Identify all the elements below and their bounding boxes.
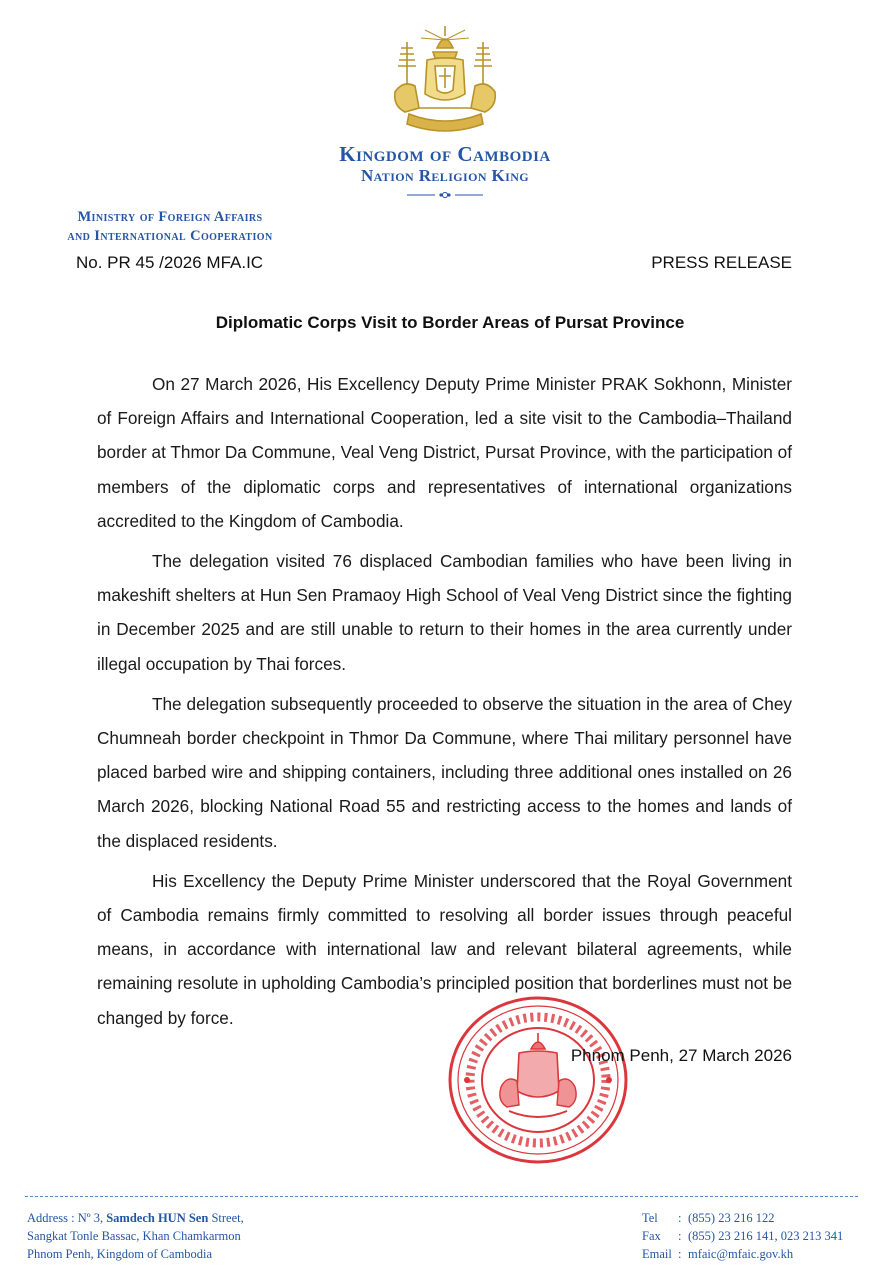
email-label: Email <box>642 1247 672 1261</box>
body-paragraph: On 27 March 2026, His Excellency Deputy Prime Minister PRAK Sokhonn, Minister of Foreign Affairs and International Cooperation, led a site visit to the Cambodia–Thailand border at Thmor Da Commune, Veal Veng District, Pursat Province, with the participation of members of the diplomatic corps and representatives of international organizations accredited to the Kingdom of Cambodia. <box>97 374 792 531</box>
fax-value: (855) 23 216 141, 023 213 341 <box>688 1229 844 1243</box>
reference-number: No. PR 45 /2026 MFA.IC <box>76 253 264 272</box>
document-type: PRESS RELEASE <box>651 253 792 272</box>
press-release-body <box>97 367 792 1041</box>
footer-contact <box>642 1209 843 1263</box>
footer-address <box>27 1209 244 1263</box>
press-release-headline: Diplomatic Corps Visit to Border Areas of Pursat Province <box>215 313 685 332</box>
tel-label: Tel <box>642 1211 658 1225</box>
address-line-3: Phnom Penh, Kingdom of Cambodia <box>27 1247 213 1261</box>
official-stamp-seal-icon <box>447 995 629 1165</box>
ministry-name-line2: and International Cooperation <box>67 228 273 244</box>
contact-tel: Tel : (855) 23 216 122 <box>642 1211 775 1225</box>
address-prefix: Address : Nº 3, <box>27 1211 107 1225</box>
kingdom-motto: Nation Religion King <box>360 166 530 185</box>
address-suffix: Street, <box>208 1211 244 1225</box>
footer-divider <box>25 1196 858 1197</box>
email-link[interactable]: mfaic@mfaic.gov.kh <box>688 1247 794 1261</box>
kingdom-title: Kingdom of Cambodia <box>339 142 551 166</box>
tel-value: (855) 23 216 122 <box>688 1211 775 1225</box>
address-street: Samdech HUN Sen <box>106 1211 209 1225</box>
contact-email: Email : mfaic@mfaic.gov.kh <box>642 1247 794 1261</box>
body-paragraph: The delegation visited 76 displaced Cambodian families who have been living in makeshift shelters at Hun Sen Pramaoy High School of Veal Veng District since the fighting in December 2025 and are still unable to return to their homes in the area currently under illegal occupation by Thai forces. <box>97 551 792 674</box>
contact-fax: Fax : (855) 23 216 141, 023 213 341 <box>642 1229 844 1243</box>
ministry-name-line1: Ministry of Foreign Affairs <box>77 209 263 225</box>
body-paragraph: The delegation subsequently proceeded to observe the situation in the area of Chey Chumneah border checkpoint in Thmor Da Commune, where Thai military personnel have placed barbed wire and shipping containers, including three additional ones installed on 26 March 2026, blocking National Road 55 and restricting access to the homes and lands of the displaced residents. <box>97 693 792 851</box>
motto-ornament-icon <box>405 190 485 200</box>
address-line-1 <box>27 1209 244 1227</box>
address-line-2: Sangkat Tonle Bassac, Khan Chamkarmon <box>27 1229 241 1243</box>
place-and-date: Phnom Penh, 27 March 2026 <box>570 1046 792 1065</box>
royal-arms-emblem-icon <box>385 22 505 140</box>
fax-label: Fax <box>642 1229 661 1243</box>
body-paragraph: His Excellency the Deputy Prime Minister underscored that the Royal Government of Cambodia remains firmly committed to resolving all border issues through peaceful means, in accordance with international law and relevant bilateral agreements, while remaining resolute in upholding Cambodia’s principled position that borderlines must not be changed by force. <box>97 870 792 1028</box>
